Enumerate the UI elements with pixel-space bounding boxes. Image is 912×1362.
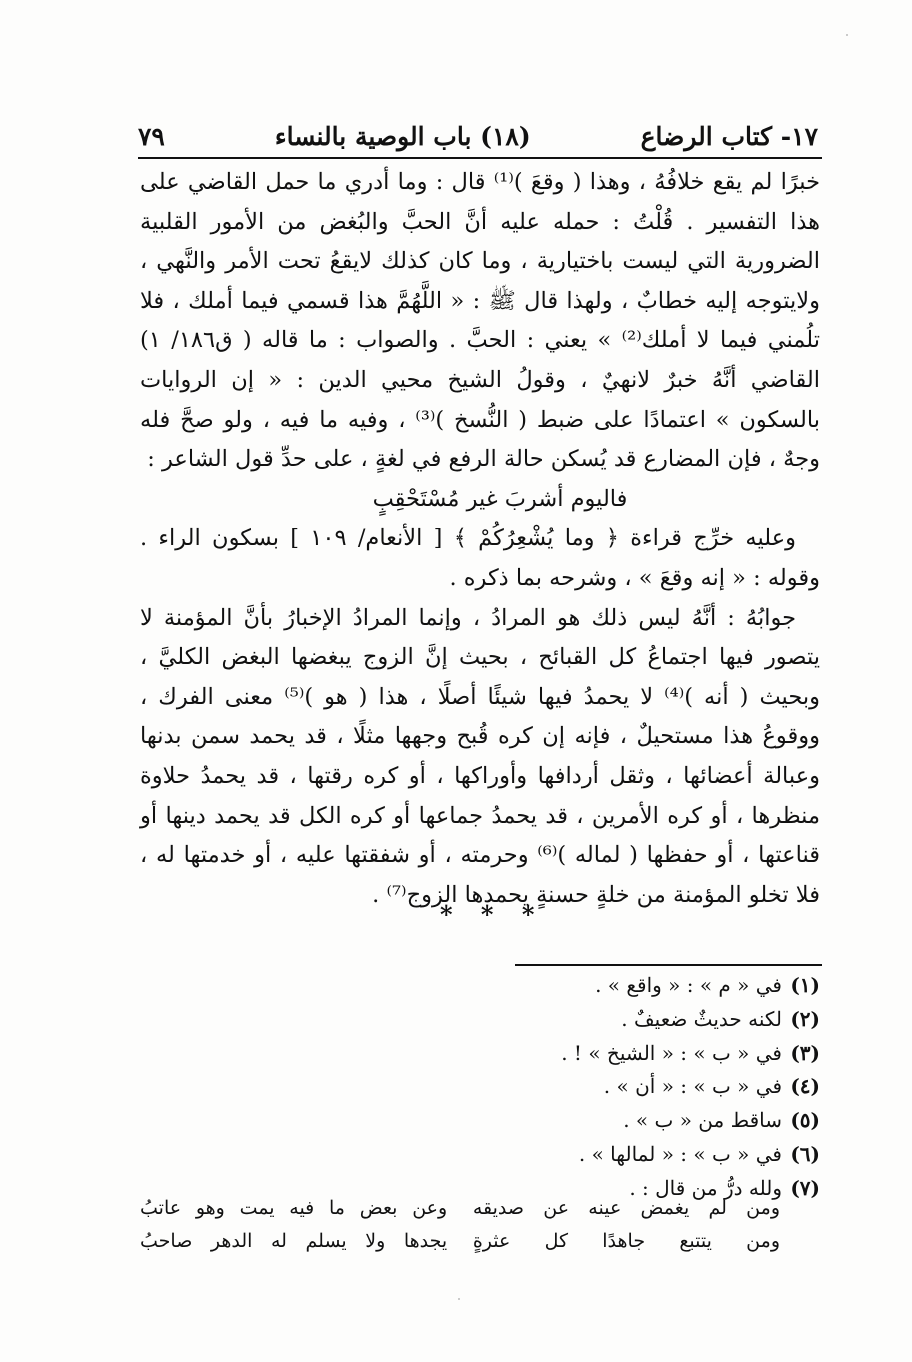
poem-line	[140, 1225, 780, 1258]
footnote-rule	[515, 964, 822, 966]
footnotes	[140, 969, 820, 1206]
footnote	[140, 1104, 820, 1138]
footnote-text: في « ب » : « لمالها » .	[578, 1141, 782, 1166]
paragraph-3: جوابُهُ : أنَّهُ ليس ذلك هو المرادُ ، وإنما المرادُ الإخبارُ بأنَّ المؤمنة لا يتصور فيها اجتماعُ كل القبائح ، بحيث إنَّ الزوج يبغضها البغض الكليَّ ، وبحيث ( أنه )⁽⁴⁾ لا يحمدُ فيها شيئًا أصلًا ، هذا ( هو )⁽⁵⁾ معنى الفرك ، ووقوعُ هذا مستحيلٌ ، فإنه إن كره قُبح وجهها مثلًا ، قد يحمد سمن بدنها وعبالة أعضائها ، وثقل أردافها وأوراكها ، أو كره رقتها ، قد يحمدُ حلاوة منظرها ، أو كره الأمرين ، قد يحمدُ جماعها أو كره الكل قد يحمد دينها أو قناعتها ، أو حفظها ( لماله )⁽⁶⁾ وحرمته ، أو شفقتها عليه ، أو خدمتها له ، فلا تخلو المؤمنة من خلةٍ حسنةٍ يحمدها الزوج⁽⁷⁾ .	[140, 604, 820, 908]
running-header	[138, 118, 818, 154]
paragraph-2: وعليه خرِّج قراءة ﴿ وما يُشْعِرُكُمْ ﴾ [ الأنعام/ ١٠٩ ] بسكون الراء . وقوله : « إنه وقعَ » ، وشرحه بما ذكره .	[140, 525, 820, 591]
poem-hemistich-second: يجدها ولا يسلم له الدهر صاحبُ	[140, 1230, 448, 1252]
paragraph-1: خبرًا لم يقع خلافُهُ ، وهذا ( وقعَ )⁽¹⁾ قال : وما أدري ما حمل القاضي على هذا التفسير . قُلْتُ : حمله عليه أنَّ الحبَّ والبُغض من الأمور القلبية الضرورية التي ليست باختيارية ، وما كان كذلك لايقعُ تحت الأمر والنَّهي ، ولايتوجه إليه خطابٌ ، ولهذا قال ﷺ : « اللَّهُمَّ هذا قسمي فيما أملك ، فلا تلُمني فيما لا أملك⁽²⁾ » يعني : الحبَّ . والصواب : ما قاله ( ق١٨٦/ ١) القاضي أنَّهُ خبرٌ لانهيٌ ، وقولُ الشيخ محيي الدين : « إن الروايات بالسكون » اعتمادًا على ضبط ( النُّسخ )⁽³⁾ ، وفيه ما فيه ، ولو صحَّ فله وجهٌ ، فإن المضارع قد يُسكن حالة الرفع في لغةٍ ، على حدِّ قول الشاعر :	[140, 169, 821, 473]
footnote-text: في « م » : « واقع » .	[595, 973, 782, 997]
scan-speck	[458, 1298, 460, 1300]
book-title: ١٧- كتاب الرضاع	[640, 121, 818, 151]
footnote-text: ساقط من « ب » .	[623, 1108, 782, 1133]
footnote	[140, 1003, 820, 1037]
scan-speck	[846, 34, 848, 36]
footnote	[140, 969, 820, 1003]
main-text	[140, 163, 820, 915]
footnote-number: (٧)	[790, 1175, 820, 1200]
footnote-poem	[140, 1192, 780, 1258]
footnote-number: (٥)	[790, 1108, 820, 1133]
footnote-number: (٤)	[790, 1074, 820, 1099]
footnote-number: (١)	[790, 973, 820, 997]
poem-hemistich-first: ومن يتتبع جاهدًا كل عثرةٍ	[472, 1230, 780, 1252]
footnote-number: (٣)	[790, 1040, 820, 1065]
chapter-title: (١٨) باب الوصية بالنساء	[274, 121, 531, 151]
page-number: ٧٩	[138, 121, 165, 151]
poetry-verse: فاليوم أشربَ غير مُسْتَحْقِبٍ	[372, 485, 628, 512]
section-separator: * * *	[440, 900, 545, 929]
poem-hemistich-second: وعن بعض ما فيه يمت وهو عاتبُ	[140, 1197, 448, 1219]
footnote	[140, 1037, 820, 1071]
footnote-text: لكنه حديثٌ ضعيفٌ .	[621, 1006, 782, 1031]
footnote-number: (٦)	[790, 1141, 820, 1166]
header-rule	[138, 157, 822, 159]
footnote	[140, 1138, 820, 1172]
poem-hemistich-first: ومن لم يغمض عينه عن صديقه	[472, 1197, 780, 1219]
footnote-number: (٢)	[790, 1006, 820, 1031]
footnote-text: في « ب » : « الشيخ » ! .	[561, 1040, 782, 1065]
footnote	[140, 1070, 820, 1104]
footnote-text: ولله درُّ من قال : .	[629, 1175, 782, 1200]
footnote-text: في « ب » : « أن » .	[603, 1074, 782, 1099]
poem-line	[140, 1192, 780, 1225]
